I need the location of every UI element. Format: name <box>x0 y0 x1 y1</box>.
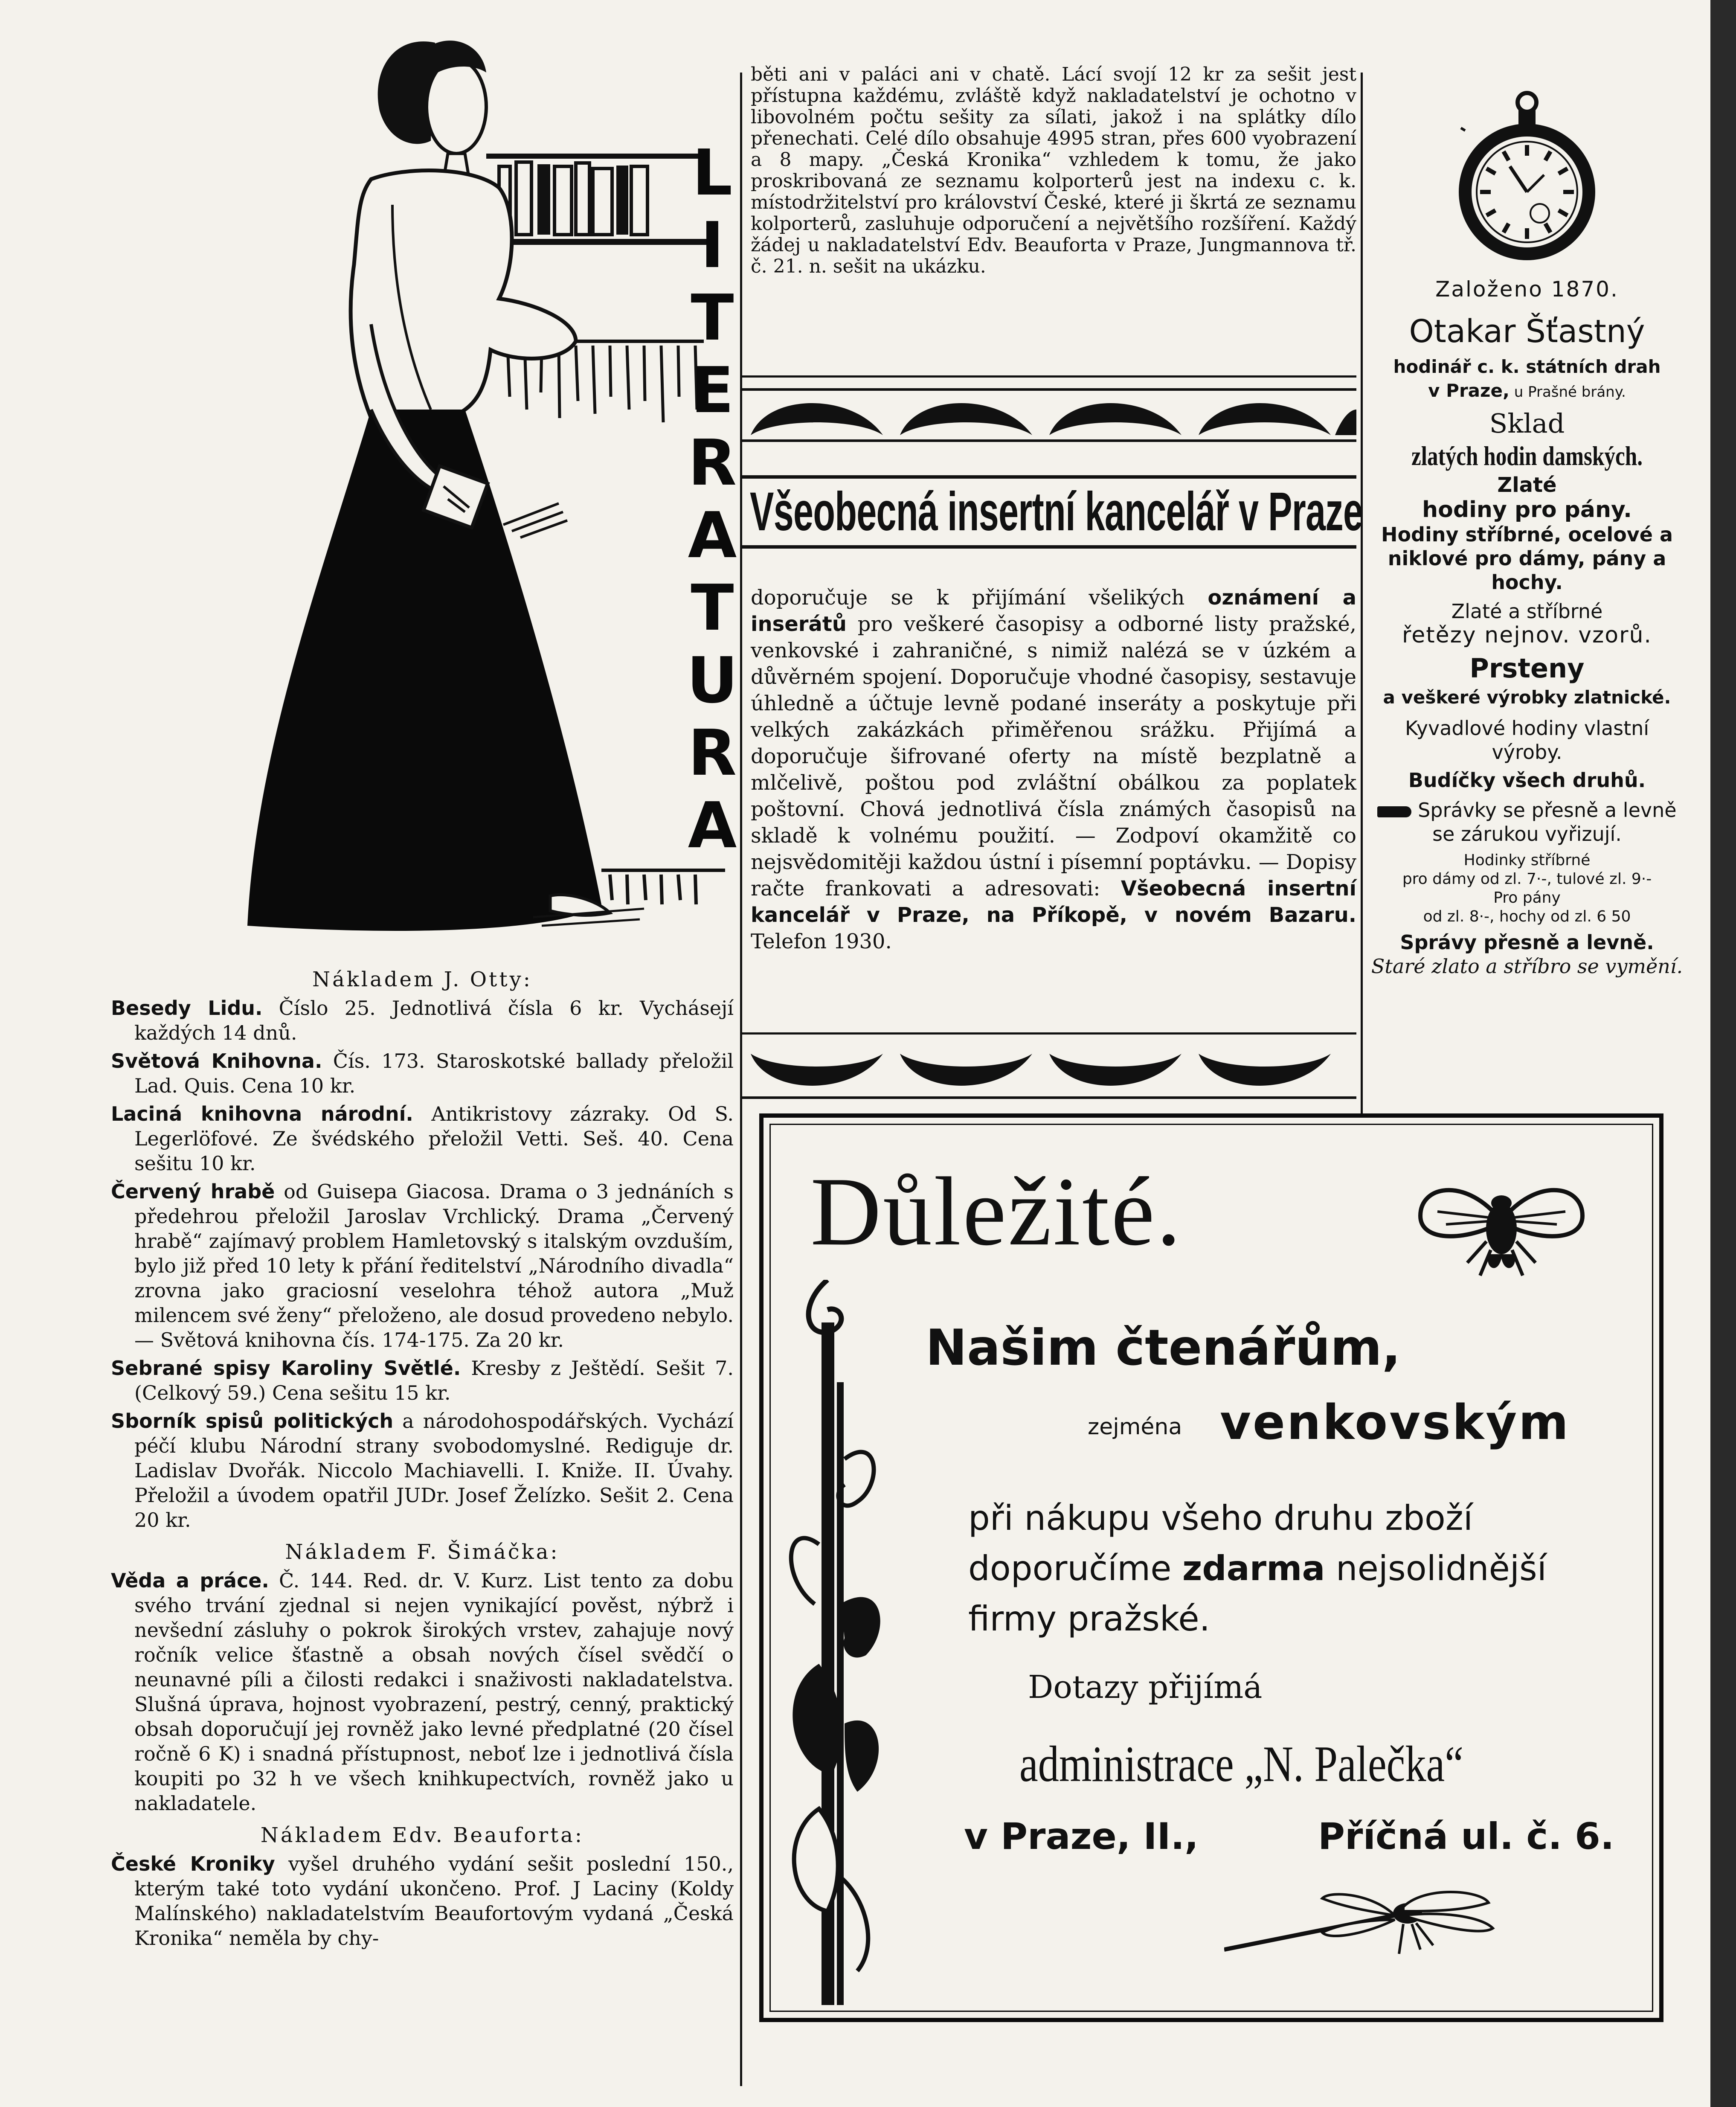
insert-office-heading-box <box>742 469 1363 555</box>
ad-venkovskym: venkovským <box>1220 1395 1570 1450</box>
pendulum-clocks: Kyvadlové hodiny vlastní výroby. <box>1405 717 1649 764</box>
rule <box>742 375 1356 378</box>
literatura-illustration <box>192 26 746 964</box>
wave-ornament <box>742 1037 1356 1101</box>
ornamental-wave-band <box>742 1037 1356 1101</box>
title-letter: T <box>691 281 734 355</box>
pocket-watch-prices-4: od zl. 8·-, hochy od zl. 6 50 <box>1423 908 1631 925</box>
insert-office-title: Všeobecná insertní kancelář v Praze <box>750 481 1363 542</box>
page-edge-shadow <box>1710 0 1736 2107</box>
pocket-watch-icon <box>1369 77 1685 277</box>
gold-watches-heading: Zlaté <box>1497 473 1557 497</box>
rule <box>742 1032 1356 1035</box>
repairs-cheap: Správy přesně a levně. <box>1400 931 1654 954</box>
kronika-continuation-text: běti ani v paláci ani v chatě. Lácí svojí 12 kr za sešit jest přístupna každému, zvláště když nakladatelství je ochotno v libovolném počtu sešity za sílati, jakož i na splátky dílo přenechati. Celé dílo obsahuje 4995 stran, přes 600 vyobrazení a 8 mapy. „Česká Kronika“ vzhledem k tomu, že jako proskribovaná ze seznamu kolporterů jest na indexu c. k. místodržitelství pro království České, které ji škrtá ze seznamu kolporterů, zasluhuje odporučení a největšího rozšíření. Každý žádej u nakladatelství Edv. Beauforta v Praze, Jungmannova tř. č. 21. n. sešit na ukázku. <box>751 64 1356 277</box>
dragonfly-icon <box>1224 1890 1497 1975</box>
rings-heading: Prsteny <box>1469 653 1585 684</box>
palecek-advertisement <box>759 1113 1663 2022</box>
insert-office-text: doporučuje se k přijímání všelikých oznámení a inserátů pro veškeré časopisy a odborné listy pražské, venkovské i zahraničné, s nimiž nalézá se v úzkém a důvěrném spojení. Doporučuje vhodné časopisy, sestavuje úhledně a účtuje levně podané inseráty a poskytuje při velkých zakázkách přiměřenou srážku. Přijímá a doporučuje šifrované oferty na místě bezplatně a mlčelivě, poštou pod zvláštní obálkou za poplatek poštovní. Chová jednotlivá čísla známých časopisů na skladě k volnému použití. — Zodpoví okamžitě co nejsvědomitěji každou ústní i písemní poptávku. — Dopisy račte frankovati a adresovati: Všeobecná insertní kancelář v Praze, na Příkopě, v novém Bazaru. Telefon 1930. <box>751 586 1356 953</box>
watchmaker-title: hodinář c. k. státních drah <box>1393 356 1661 377</box>
pocket-watch-prices-1: Hodinky stříbrné <box>1463 852 1591 869</box>
listing-entry: Světová Knihovna. Čís. 173. Staroskotské ballady přeložil Lad. Quis. Cena 10 kr. <box>111 1049 734 1097</box>
listing-entry: Laciná knihovna národní. Antikristovy zázraky. Od S. Legerlöfové. Ze švédského přeložil Vetti. Seš. 40. Cena sešitu 10 kr. <box>111 1102 734 1175</box>
sklad-line: Sklad <box>1489 408 1565 439</box>
listing-entry: České Kroniky vyšel druhého vydání sešit poslední 150., kterým také toto vydání ukončeno. Prof. J Laciny (Koldy Malínského) nakladatelstvím Beaufortovým vydaná „Česká Kronika“ neměla by chy- <box>111 1852 734 1950</box>
title-letter: A <box>688 499 737 572</box>
left-column <box>111 26 738 2099</box>
title-letter: U <box>686 644 738 717</box>
title-letter: T <box>691 571 734 645</box>
old-gold-exchange: Staré zlato a stříbro se vymění. <box>1371 955 1683 978</box>
listing-entry: Věda a práce. Č. 144. Red. dr. V. Kurz. List tento za dobu svého trvání zjednal si nejen vynikající pověst, nýbrž i nevšední zásluhy o pokrok širokých vrstev, zahajuje nový ročník velice šťastně a obsah nových čísel svědčí o neunavné píli a čilosti redakci i snaživosti nakladatelstva. Slušná úprava, hojnost vyobrazení, pestrý, cenný, praktický obsah doporučují jej rovněž jako levné předplatné (20 čísel ročně 6 K) i snadná přístupnost, neboť lze i jednotlivá čísla koupiti po 32 h ve všech knihkupectvích, rovněž jako u nakladatele. <box>111 1569 734 1815</box>
middle-column-continuation <box>751 64 1356 277</box>
repairs-line: Správky se přesně a levně se zárukou vyřizují. <box>1369 798 1685 846</box>
title-letter: R <box>688 716 737 790</box>
section-heading: Nákladem F. Šimáčka: <box>285 1540 560 1564</box>
lady-reading-illustration <box>192 26 746 964</box>
founded-line: Založeno 1870. <box>1435 277 1619 302</box>
listing-entry: Sborník spisů politických a národohospodářských. Vychází péčí klubu Národní strany svobodomyslné. Rediguje dr. Ladislav Dvořák. Niccolo Machiavelli. I. Kniže. II. Úvahy. Přeložil a úvodem opatřil JUDr. Josef Želízko. Sešit 2. Cena 20 kr. <box>111 1410 734 1532</box>
title-letter: I <box>700 209 724 282</box>
title-letter: E <box>691 354 734 427</box>
chains-line-1: Zlaté a stříbrné <box>1451 600 1603 623</box>
gold-watches-men: hodiny pro pány. <box>1422 497 1632 523</box>
ad-title: Důležité. <box>810 1157 1183 1266</box>
pocket-watch-illustration <box>1369 77 1685 277</box>
watchmaker-location: v Praze, u Prašné brány. <box>1428 380 1626 401</box>
ad-address-street: Příčná ul. č. 6. <box>1318 1815 1614 1858</box>
column-rule-right <box>1361 73 1363 1113</box>
section-heading: Nákladem Edv. Beauforta: <box>260 1823 584 1847</box>
ad-zejmena: zejména <box>1088 1414 1182 1440</box>
listing-entry: Sebrané spisy Karoliny Světlé. Kresby z Ještědí. Sešit 7. (Celkový 59.) Cena sešitu 15 kr. <box>111 1357 734 1404</box>
watchmaker-advert <box>1369 77 1685 978</box>
ornamental-wave-band <box>742 384 1356 448</box>
pocket-watch-prices-3: Pro pány <box>1493 889 1561 907</box>
ad-headline: Našim čtenářům, <box>926 1319 1401 1377</box>
publisher-listings <box>111 960 734 1954</box>
pointing-hand-icon <box>1377 806 1411 817</box>
vine-ornament <box>781 1280 883 2005</box>
listing-entry: Červený hrabě od Guisepa Giacosa. Drama o 3 jednáních s předehrou přeložil Jaroslav Vrchlický. Drama „Červený hrabě“ zajímavý problem Hamletovský s italským ovzduším, bylo již před 10 lety k přání ředitelství „Národního divadla“ zrovna jako graciosní veselohra téhož autora „Muž milencem své ženy“ přeloženo, ale dosud provedeno nebylo. — Světová knihovna čís. 174-175. Za 20 kr. <box>111 1180 734 1351</box>
rule <box>742 545 1356 549</box>
wave-ornament <box>742 384 1356 448</box>
title-letter: A <box>688 789 737 862</box>
watchmaker-name: Otakar Šťastný <box>1409 313 1645 350</box>
ad-address-city: v Praze, II., <box>964 1815 1199 1858</box>
listing-entry: Besedy Lidu. Číslo 25. Jednotlivá čísla 6 kr. Vychásejí každých 14 dnů. <box>111 997 734 1044</box>
goldsmith-products: a veškeré výrobky zlatnické. <box>1383 687 1671 708</box>
pocket-watch-prices-2: pro dámy od zl. 7·-, tulové zl. 9·- <box>1402 870 1652 888</box>
ad-inquiries: Dotazy přijímá <box>1028 1669 1263 1706</box>
section-heading: Nákladem J. Otty: <box>312 968 532 991</box>
ad-administration: administrace „N. Palečka“ <box>1019 1735 1463 1792</box>
title-letter: L <box>692 136 733 209</box>
alarm-clocks: Budíčky všech druhů. <box>1408 769 1646 792</box>
gold-watches-ladies: zlatých hodin damských. <box>1411 441 1643 471</box>
chains-line-2: řetězy nejnov. vzorů. <box>1402 622 1652 648</box>
watches-silver: Hodiny stříbrné, ocelové a niklové pro dámy, pány a hochy. <box>1381 523 1673 594</box>
fly-icon <box>1412 1169 1591 1284</box>
title-letter: R <box>688 426 737 500</box>
ad-body-text: při nákupu všeho druhu zboží doporučíme zdarma nejsolidnější firmy pražské. <box>968 1498 1547 1639</box>
